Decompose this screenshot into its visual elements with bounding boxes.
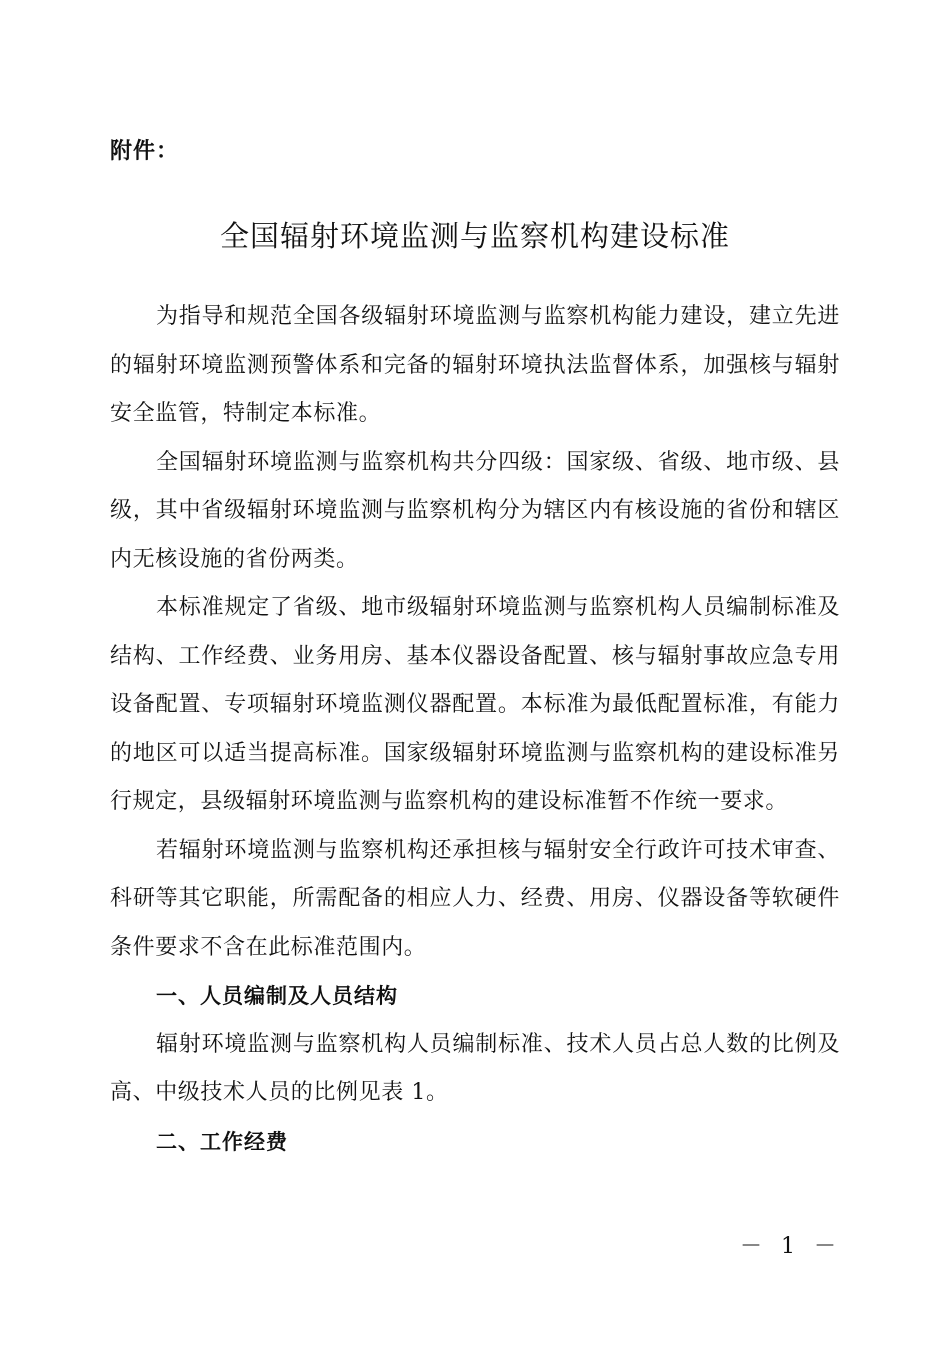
paragraph-staffing: 辐射环境监测与监察机构人员编制标准、技术人员占总人数的比例及高、中级技术人员的比例见表 1。: [110, 1031, 840, 1105]
paragraph-scope: 本标准规定了省级、地市级辐射环境监测与监察机构人员编制标准及结构、工作经费、业务用房、基本仪器设备配置、核与辐射事故应急专用设备配置、专项辐射环境监测仪器配置。本标准为最低配置标准，有能力的地区可以适当提高标准。国家级辐射环境监测与监察机构的建设标准另行规定，县级辐射环境监测与监察机构的建设标准暂不作统一要求。: [110, 595, 840, 814]
paragraph-levels: 全国辐射环境监测与监察机构共分四级：国家级、省级、地市级、县级，其中省级辐射环境监测与监察机构分为辖区内有核设施的省份和辖区内无核设施的省份两类。: [110, 449, 840, 572]
paragraph-purpose: 为指导和规范全国各级辐射环境监测与监察机构能力建设，建立先进的辐射环境监测预警体系和完备的辐射环境执法监督体系，加强核与辐射安全监管，特制定本标准。: [110, 304, 840, 426]
attachment-label: 附件：: [110, 139, 180, 164]
paragraph-exclusions: 若辐射环境监测与监察机构还承担核与辐射安全行政许可技术审查、科研等其它职能，所需配备的相应人力、经费、用房、仪器设备等软硬件条件要求不含在此标准范围内。: [110, 837, 840, 960]
document-title: 全国辐射环境监测与监察机构建设标准: [219, 219, 730, 253]
document-body: [110, 293, 840, 1166]
page-number: － 1 －: [740, 1234, 842, 1259]
section-heading-staffing: 一、人员编制及人员结构: [156, 984, 398, 1008]
section-heading-funding: 二、工作经费: [156, 1129, 288, 1154]
